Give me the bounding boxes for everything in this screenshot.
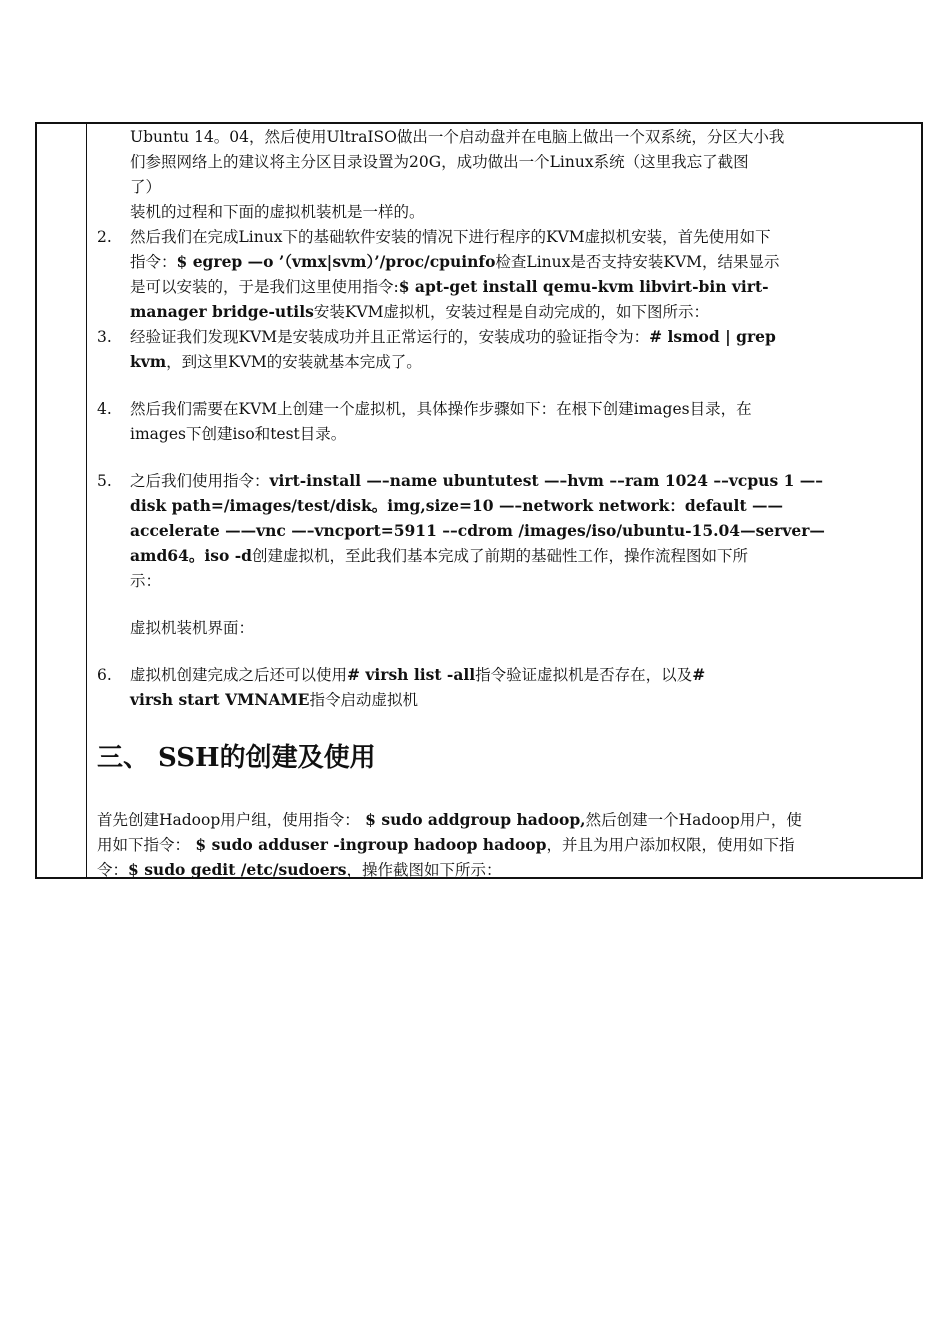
ssh-text: ，并且为用户添加权限，使用如下指 (546, 836, 795, 854)
item2-text: 安装KVM虚拟机，安装过程是自动完成的，如下图所示： (313, 303, 709, 321)
item6-command: virsh start VMNAME (130, 690, 310, 709)
intro-line-1: Ubuntu 14。04，然后使用UltraISO做出一个启动盘并在电脑上做出一个双系统，分区大小我 (130, 128, 785, 146)
ssh-line-1 (97, 810, 802, 830)
ssh-command: $ sudo adduser -ingroup hadoop hadoop (190, 835, 547, 854)
item3-text: ，到这里KVM的安装就基本完成了。 (166, 353, 422, 371)
item5-command: virt-install —–name ubuntutest —–hvm ––ram 1024 ––vcpus 1 —– (269, 471, 823, 490)
item2-command: manager bridge-utils (130, 302, 314, 321)
list-item-number: 4. (97, 400, 112, 418)
vm-screen-label: 虚拟机装机界面： (130, 619, 255, 637)
item5-line-1 (130, 471, 823, 491)
list-item-number: 5. (97, 472, 112, 490)
ssh-text: 令： (97, 861, 129, 879)
item3-command: # lsmod | grep (649, 327, 776, 346)
item5-text: 之后我们使用指令： (130, 472, 270, 490)
ssh-command: $ sudo addgroup hadoop, (359, 810, 586, 829)
list-item-number: 6. (97, 666, 112, 684)
item3-command: kvm (130, 352, 167, 371)
item6-text: 指令启动虚拟机 (309, 691, 418, 709)
section-heading: 三、 SSH的创建及使用 (97, 743, 376, 773)
item3-line-1 (130, 327, 776, 347)
list-item-number: 3. (97, 328, 112, 346)
item2-text: 指令： (130, 253, 177, 271)
ssh-command: $ sudo gedit /etc/sudoers (128, 860, 347, 879)
ssh-line-2 (97, 835, 794, 855)
item5-line-5: 示： (130, 572, 162, 590)
item2-text: 是可以安装的，于是我们这里使用指令: (130, 278, 399, 296)
intro-line-2: 们参照网络上的建议将主分区目录设置为20G，成功做出一个Linux系统（这里我忘了截图 (130, 153, 749, 171)
item5-line-2: disk path=/images/test/disk。img,size=10 —–network network：default —— (130, 496, 784, 515)
item2-command: $ egrep —o ’（vmx|svm）’/proc/cpuinfo (176, 252, 496, 271)
item4-line-2: images下创建iso和test目录。 (130, 425, 347, 443)
ssh-text: 用如下指令： (97, 836, 191, 854)
item5-text: 创建虚拟机，至此我们基本完成了前期的基础性工作，操作流程图如下所 (251, 547, 748, 565)
item4-line-1: 然后我们需要在KVM上创建一个虚拟机，具体操作步骤如下：在根下创建images目录，在 (130, 400, 752, 418)
intro-line-3: 了） (130, 178, 162, 196)
item2-line-1: 然后我们在完成Linux下的基础软件安装的情况下进行程序的KVM虚拟机安装，首先使用如下 (130, 228, 771, 246)
ssh-text: 然后创建一个Hadoop用户，使 (585, 811, 802, 829)
item2-line-2 (130, 252, 780, 272)
item2-command: $ apt-get install qemu-kvm libvirt-bin virt- (398, 277, 769, 296)
item6-text: 虚拟机创建完成之后还可以使用 (130, 666, 348, 684)
item3-line-2 (130, 352, 422, 372)
ssh-line-3 (97, 860, 501, 880)
item6-command: # virsh list -all (347, 665, 476, 684)
item6-text: 指令验证虚拟机是否存在，以及 (475, 666, 693, 684)
table-content-cell (37, 124, 921, 877)
item5-command: amd64。iso -d (130, 546, 252, 565)
item5-line-4 (130, 546, 748, 566)
intro-line-4: 装机的过程和下面的虚拟机装机是一样的。 (130, 203, 425, 221)
item5-line-3: accelerate ——vnc —–vncport=5911 ––cdrom /images/iso/ubuntu-15.04—server— (130, 521, 825, 540)
item2-text: 检查Linux是否支持安装KVM，结果显示 (495, 253, 780, 271)
item3-text: 经验证我们发现KVM是安装成功并且正常运行的，安装成功的验证指令为： (130, 328, 650, 346)
item6-line-1 (130, 665, 705, 685)
list-item-number: 2. (97, 228, 112, 246)
item6-line-2 (130, 690, 418, 710)
item2-line-3 (130, 277, 769, 297)
content-table (35, 122, 923, 879)
item6-command: # (692, 665, 706, 684)
ssh-text: ，操作截图如下所示： (346, 861, 502, 879)
item2-line-4 (130, 302, 709, 322)
ssh-text: 首先创建Hadoop用户组，使用指令： (97, 811, 360, 829)
